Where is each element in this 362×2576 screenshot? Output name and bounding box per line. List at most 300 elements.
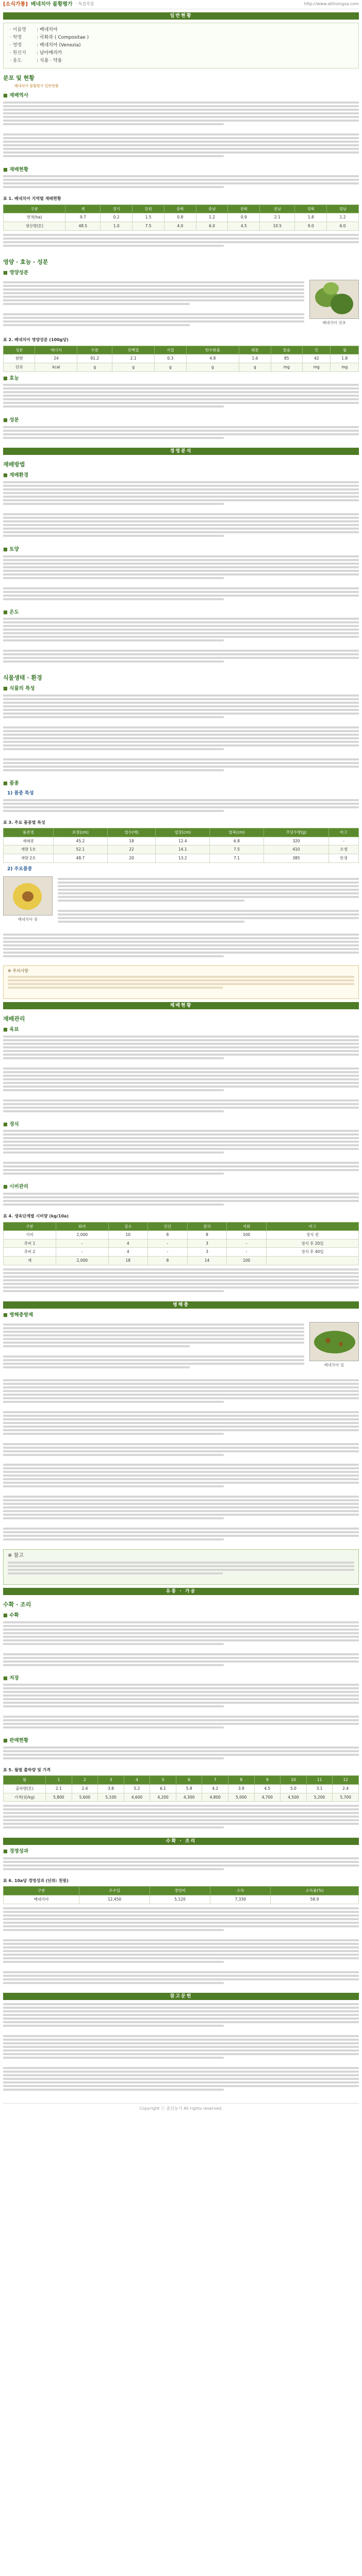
- table-cell: 20: [107, 854, 155, 862]
- table-cell: 13.2: [156, 854, 210, 862]
- table-cell: 0.2: [101, 213, 133, 222]
- table-header-cell: 월: [4, 1776, 46, 1785]
- paragraph: [58, 910, 359, 928]
- paragraph: [3, 1805, 359, 1835]
- document-header: [3, 0, 359, 9]
- paragraph: [3, 101, 359, 131]
- paragraph: [3, 555, 359, 585]
- table-cell: 91.2: [77, 354, 112, 363]
- table-header-cell: 칼슘: [271, 346, 302, 354]
- photo-caption: 베네치아 꽃: [18, 917, 38, 922]
- table-header-cell: 경기: [101, 205, 133, 213]
- table-cell: g: [112, 363, 155, 372]
- table-cell: 10: [108, 1231, 148, 1240]
- table-cell: 1.6: [239, 354, 271, 363]
- table-header-cell: 엽폭(cm): [210, 828, 264, 837]
- table-cell: 7.5: [210, 845, 264, 854]
- table-cell: 385: [264, 854, 328, 862]
- table-cell: 0.9: [228, 213, 260, 222]
- table-cell: 6.8: [210, 837, 264, 845]
- info-row: · 학명 : 국화과 ( Compositae ): [10, 35, 89, 40]
- table-cell: 7.5: [133, 222, 164, 230]
- heading-cultivation: 재배방법: [3, 461, 25, 468]
- table-regional-status: [3, 205, 359, 231]
- table-cell: 정식 전: [266, 1231, 358, 1240]
- paragraph: [3, 1653, 359, 1672]
- table-header-cell: 엽장(cm): [156, 828, 210, 837]
- paragraph: [3, 587, 359, 606]
- table-cell: g: [239, 363, 271, 372]
- table-cell: 45.2: [54, 837, 108, 845]
- table-cell: g: [186, 363, 239, 372]
- plant-photo: [309, 280, 359, 319]
- table-cell: 3: [187, 1239, 227, 1248]
- section-bar-general: 일반현황: [3, 12, 359, 20]
- paragraph: [3, 1268, 359, 1298]
- paragraph: [3, 618, 359, 648]
- paragraph: [3, 281, 304, 311]
- paragraph: [3, 650, 359, 668]
- table-cell: 계: [4, 1257, 56, 1265]
- paragraph: [3, 175, 359, 194]
- table-header-cell: 4: [124, 1776, 150, 1785]
- table-cell: 42: [303, 354, 331, 363]
- table-cell: 2.1: [260, 213, 295, 222]
- table-cell: 4.5: [254, 1785, 281, 1793]
- paragraph: [3, 1496, 359, 1526]
- heading-fertilizer: ■ 시비관리: [3, 1183, 359, 1191]
- table-cell: 3.1: [306, 1785, 333, 1793]
- table-cell: 14: [187, 1257, 227, 1265]
- table-caption: 표 5. 월별 출하량 및 가격: [3, 1768, 51, 1773]
- table-header-cell: 소득률(%): [271, 1887, 359, 1895]
- table-cell: 8: [187, 1231, 227, 1240]
- table-header-cell: 전남: [260, 205, 295, 213]
- table-header-cell: 수분: [77, 346, 112, 354]
- section-bar-harvest: 수확 · 조리: [3, 1838, 359, 1845]
- table-row: [4, 1793, 359, 1802]
- table-header-cell: 탄수화물: [186, 346, 239, 354]
- table-cell: 3.8: [98, 1785, 124, 1793]
- section-bar-cultivation: 제배현황: [3, 1002, 359, 1009]
- table-cell: 14.1: [156, 845, 210, 854]
- table-row: [4, 354, 359, 363]
- table-cell: 0.8: [164, 213, 196, 222]
- table-cell: 5,800: [46, 1793, 72, 1802]
- table-cell: 추비 2: [4, 1248, 56, 1257]
- paragraph: [3, 1464, 359, 1494]
- note-box: ※ 참고: [3, 1549, 359, 1585]
- table-cell: 면적(ha): [4, 213, 65, 222]
- table-cell: 8: [148, 1231, 188, 1240]
- paragraph: [3, 1193, 359, 1211]
- table-header-cell: 석회: [227, 1222, 267, 1231]
- table-cell: 2,000: [56, 1257, 108, 1265]
- table-cell: 320: [264, 837, 328, 845]
- heading-storage: ■ 저장: [3, 1675, 359, 1683]
- paragraph: [3, 1162, 359, 1180]
- paragraph: [3, 1324, 304, 1353]
- table-cell: -: [56, 1248, 108, 1257]
- heading-harvest: 수확 · 조리: [3, 1601, 31, 1608]
- table-cell: 6.0: [327, 222, 359, 230]
- table-cell: 5,700: [333, 1793, 359, 1802]
- paragraph: [3, 1907, 359, 1937]
- paragraph: [3, 1130, 359, 1160]
- table-cell: -: [328, 837, 358, 845]
- paragraph: [3, 1939, 359, 1969]
- paragraph: [3, 1067, 359, 1097]
- table-cell: 4,600: [124, 1793, 150, 1802]
- category-label: [소식가통]: [3, 1, 28, 7]
- table-cell: 4,200: [150, 1793, 176, 1802]
- table-cell: 2,000: [56, 1231, 108, 1240]
- paragraph: [3, 799, 359, 818]
- table-cell: 4.8: [186, 354, 239, 363]
- paragraph: [3, 1684, 359, 1714]
- heading-nutrients: ■ 영양성분: [3, 269, 359, 277]
- table-cell: kcal: [35, 363, 77, 372]
- paragraph: [3, 1036, 359, 1065]
- table-header-cell: 지질: [155, 346, 186, 354]
- table-cell: 52.1: [54, 845, 108, 854]
- info-row: · 이름명 : 베네치아: [10, 27, 58, 32]
- paragraph: [58, 878, 359, 908]
- table-cell: 4,700: [254, 1793, 281, 1802]
- table-header-cell: 11: [306, 1776, 333, 1785]
- table-header-cell: 3: [98, 1776, 124, 1785]
- table-caption: 표 3. 주요 품종별 특성: [3, 820, 45, 825]
- note-box: ※ 주의사항: [3, 965, 359, 999]
- paragraph: [3, 1099, 359, 1118]
- table-cell: 5,200: [306, 1793, 333, 1802]
- table-cell: 22: [107, 845, 155, 854]
- heading-cultivation-mgmt: 재배관리: [3, 1015, 25, 1022]
- table-row: [4, 1239, 359, 1248]
- heading-planting: ■ 정식: [3, 1121, 359, 1129]
- heading-varieties: ■ 품종: [3, 780, 359, 788]
- table-caption: 표 4. 생육단계별 시비량 (kg/10a): [3, 1214, 69, 1219]
- table-cell: 재래종: [4, 837, 54, 845]
- table-cell: 1.8: [331, 354, 359, 363]
- heading-pest-control: ■ 병해충방제: [3, 1312, 359, 1319]
- table-row: [4, 213, 359, 222]
- heading-plant-traits: ■ 식물의 특성: [3, 685, 359, 693]
- table-caption: 표 6. 10a당 경영성과 (단위: 천원): [3, 1878, 69, 1884]
- heading-harvest-time: ■ 수확: [3, 1612, 359, 1620]
- table-cell: 5.2: [124, 1785, 150, 1793]
- paragraph: [3, 234, 359, 252]
- heading-ecology: 식물생태 · 환경: [3, 674, 42, 682]
- table-cell: 12.4: [156, 837, 210, 845]
- table-header-cell: 회분: [239, 346, 271, 354]
- table-caption: 표 2. 베네치아 영양성분 (100g당): [3, 337, 69, 343]
- table-header-cell: 충북: [164, 205, 196, 213]
- table-cell: 4: [108, 1248, 148, 1257]
- table-cell: 1.2: [196, 213, 228, 222]
- table-row: [4, 1895, 359, 1904]
- table-cell: g: [77, 363, 112, 372]
- table-cell: 함량: [4, 354, 35, 363]
- table-header-cell: 계: [65, 205, 101, 213]
- table-header-cell: 8: [228, 1776, 255, 1785]
- table-cell: 48.7: [54, 854, 108, 862]
- paragraph: [3, 2067, 359, 2097]
- table-cell: 4.5: [228, 222, 260, 230]
- table-cell: 1.8: [295, 213, 327, 222]
- document-title: 베네치아 불황평가: [30, 1, 73, 7]
- paragraph: [3, 1411, 359, 1441]
- section-bar-distribution: 유통 · 가공: [3, 1588, 359, 1595]
- table-row: [4, 222, 359, 230]
- table-row: [4, 363, 359, 372]
- table-cell: 4: [108, 1239, 148, 1248]
- heading-sales: ■ 판매현황: [3, 1737, 359, 1745]
- table-header-cell: 충남: [196, 205, 228, 213]
- table-cell: 단위: [4, 363, 35, 372]
- table-cell: 개량 1호: [4, 845, 54, 854]
- table-cell: 85: [271, 354, 302, 363]
- table-cell: [266, 1257, 358, 1265]
- table-header-cell: 품종명: [4, 828, 54, 837]
- paragraph: [3, 426, 359, 445]
- table-cell: 5,120: [150, 1895, 210, 1904]
- section-bar-management: 경영분석: [3, 448, 359, 455]
- table-cell: -: [227, 1248, 267, 1257]
- table-cell: 2.4: [72, 1785, 98, 1793]
- paragraph: [3, 1747, 359, 1765]
- table-cell: 4,500: [281, 1793, 307, 1802]
- leaf-photo: [309, 1322, 359, 1361]
- table-cell: 5.0: [281, 1785, 307, 1793]
- paragraph: [3, 481, 359, 511]
- table-cell: 7.1: [210, 854, 264, 862]
- table-header-cell: 7: [202, 1776, 228, 1785]
- table-cell: mg: [303, 363, 331, 372]
- table-cell: 1.2: [327, 213, 359, 222]
- table-caption: 표 1. 베네치아 지역별 재배현황: [3, 196, 61, 201]
- paragraph: [3, 694, 359, 724]
- heading-main-varieties: 2) 주요품종: [7, 866, 32, 872]
- heading-temperature: ■ 온도: [3, 609, 359, 617]
- paragraph: [3, 313, 304, 332]
- table-cell: 4,800: [202, 1793, 228, 1802]
- table-row: [4, 1785, 359, 1793]
- table-row: [4, 1248, 359, 1257]
- table-cell: 4.0: [164, 222, 196, 230]
- table-cell: 6.0: [196, 222, 228, 230]
- table-header-cell: 12: [333, 1776, 359, 1785]
- heading-distribution: 분포 및 현황: [3, 75, 35, 81]
- table-header-cell: 구분: [4, 1222, 56, 1231]
- table-header-cell: 인산: [148, 1222, 188, 1231]
- table-row: [4, 1257, 359, 1265]
- table-nutrients: [3, 346, 359, 372]
- table-header-cell: 주당수량(g): [264, 828, 328, 837]
- document-meta: · 특질작물: [75, 2, 94, 7]
- section-bar-references: 참고문헌: [3, 1993, 359, 2000]
- paragraph: [3, 1528, 359, 1546]
- photo-caption: 베네치아 잎: [324, 1363, 344, 1368]
- info-row: · 용도 : 식용 · 약용: [10, 58, 62, 63]
- table-cell: -: [148, 1248, 188, 1257]
- table-header-cell: 조수입: [79, 1887, 150, 1895]
- table-row: [4, 1231, 359, 1240]
- table-header-cell: 전북: [228, 205, 260, 213]
- table-cell: 4.2: [202, 1785, 228, 1793]
- table-cell: 2.1: [112, 354, 155, 363]
- table-cell: 7,330: [210, 1895, 271, 1904]
- heading-history: ■ 재배역사: [3, 92, 359, 100]
- paragraph: [3, 384, 359, 414]
- table-cell: 100: [227, 1231, 267, 1240]
- table-header-cell: 구분: [4, 1887, 79, 1895]
- table-header-cell: 6: [176, 1776, 202, 1785]
- table-header-cell: 인: [303, 346, 331, 354]
- heading-components: ■ 성분: [3, 417, 359, 425]
- table-cell: mg: [331, 363, 359, 372]
- table-cell: -: [148, 1239, 188, 1248]
- table-cell: 100: [227, 1257, 267, 1265]
- table-cell: -: [227, 1239, 267, 1248]
- flower-photo: [3, 876, 53, 916]
- table-cell: mg: [271, 363, 302, 372]
- table-cell: 9.0: [295, 222, 327, 230]
- table-cell: 5,100: [98, 1793, 124, 1802]
- heading-status: ■ 재배현황: [3, 166, 359, 174]
- heading-performance: ■ 경영성과: [3, 1848, 359, 1856]
- table-cell: 정식 후 20일: [266, 1239, 358, 1248]
- table-header-cell: 10: [281, 1776, 307, 1785]
- table-header-cell: 1: [46, 1776, 72, 1785]
- table-header-cell: 5: [150, 1776, 176, 1785]
- info-row: · 영명 : 베네치아 (Venezia): [10, 43, 81, 48]
- paragraph: [3, 133, 359, 163]
- paragraph: [3, 758, 359, 777]
- table-header-cell: 질소: [108, 1222, 148, 1231]
- table-cell: 1.0: [101, 222, 133, 230]
- table-cell: 3: [187, 1248, 227, 1257]
- table-header-cell: 성분: [4, 346, 35, 354]
- table-cell: 10.5: [260, 222, 295, 230]
- table-cell: 출하량(톤): [4, 1785, 46, 1793]
- table-header-cell: 비고: [266, 1222, 358, 1231]
- paragraph: [3, 1379, 359, 1409]
- table-cell: 24: [35, 354, 77, 363]
- paragraph: [3, 726, 359, 756]
- table-cell: 5,000: [228, 1793, 255, 1802]
- table-cell: -: [56, 1239, 108, 1248]
- table-performance: [3, 1886, 359, 1904]
- photo-caption: 베네치아 전초: [322, 320, 346, 326]
- table-fertilizer: [3, 1222, 359, 1265]
- table-cell: 9.7: [65, 213, 101, 222]
- table-header-cell: 철: [331, 346, 359, 354]
- info-box: [3, 23, 359, 69]
- heading-sub: 베네치아 불황평가 일반현황: [14, 84, 59, 89]
- table-varieties: [3, 828, 359, 863]
- table-cell: 1.5: [133, 213, 164, 222]
- heading-environment: ■ 재배환경: [3, 472, 359, 480]
- heading-nutrition: 영양 · 효능 · 성분: [3, 258, 48, 265]
- site-url[interactable]: http://www.allinongsa.com: [304, 2, 359, 7]
- paragraph: [3, 1355, 304, 1374]
- table-cell: 12,450: [79, 1895, 150, 1904]
- table-header-cell: 구분: [4, 205, 65, 213]
- table-header-cell: 퇴비: [56, 1222, 108, 1231]
- paragraph: [3, 1443, 359, 1462]
- table-header-cell: 강원: [133, 205, 164, 213]
- table-cell: 만생: [328, 854, 358, 862]
- paragraph: [3, 1716, 359, 1734]
- table-cell: 5,600: [72, 1793, 98, 1802]
- table-header-cell: 비고: [328, 828, 358, 837]
- table-cell: 개량 2호: [4, 854, 54, 862]
- table-cell: 2.4: [333, 1785, 359, 1793]
- table-cell: 18: [107, 837, 155, 845]
- table-cell: 8: [148, 1257, 188, 1265]
- table-row: [4, 845, 359, 854]
- table-header-cell: 단백질: [112, 346, 155, 354]
- heading-soil: ■ 토양: [3, 546, 359, 554]
- table-cell: 추비 1: [4, 1239, 56, 1248]
- paragraph: [3, 513, 359, 543]
- section-bar-pests: 병해충: [3, 1301, 359, 1309]
- paragraph: [3, 934, 359, 963]
- heading-seedling: ■ 육묘: [3, 1026, 359, 1034]
- table-cell: 베네치아: [4, 1895, 79, 1904]
- heading-variety-traits: 1) 품종 특성: [7, 790, 34, 796]
- table-header-cell: 경북: [295, 205, 327, 213]
- footer: Copyright ⓒ 올인농사 All rights reserved.: [3, 2103, 359, 2112]
- paragraph: [3, 1857, 359, 1876]
- table-header-cell: 엽수(매): [107, 828, 155, 837]
- table-cell: 생산량(톤): [4, 222, 65, 230]
- table-cell: 18: [108, 1257, 148, 1265]
- table-cell: g: [155, 363, 186, 372]
- table-header-cell: 2: [72, 1776, 98, 1785]
- paragraph: [3, 1621, 359, 1651]
- heading-effects: ■ 효능: [3, 375, 359, 383]
- paragraph: [3, 1971, 359, 1990]
- paragraph: [3, 2003, 359, 2033]
- table-row: [4, 854, 359, 862]
- table-cell: 6.1: [150, 1785, 176, 1793]
- table-cell: 0.3: [155, 354, 186, 363]
- table-cell: 조생: [328, 845, 358, 854]
- table-cell: 2.1: [46, 1785, 72, 1793]
- info-row: · 원산지 : 남아메리카: [10, 50, 62, 56]
- table-cell: 정식 후 40일: [266, 1248, 358, 1257]
- table-header-cell: 경영비: [150, 1887, 210, 1895]
- table-header-cell: 에너지: [35, 346, 77, 354]
- table-header-cell: 9: [254, 1776, 281, 1785]
- table-cell: 3.9: [228, 1785, 255, 1793]
- table-cell: 58.9: [271, 1895, 359, 1904]
- table-row: [4, 837, 359, 845]
- table-cell: 4,300: [176, 1793, 202, 1802]
- table-header-cell: 초장(cm): [54, 828, 108, 837]
- table-cell: 48.5: [65, 222, 101, 230]
- paragraph: [3, 2035, 359, 2065]
- table-cell: 가격(원/kg): [4, 1793, 46, 1802]
- table-cell: 5.8: [176, 1785, 202, 1793]
- table-cell: 기비: [4, 1231, 56, 1240]
- table-monthly-sales: [3, 1775, 359, 1802]
- table-header-cell: 소득: [210, 1887, 271, 1895]
- table-header-cell: 경남: [327, 205, 359, 213]
- table-cell: 410: [264, 845, 328, 854]
